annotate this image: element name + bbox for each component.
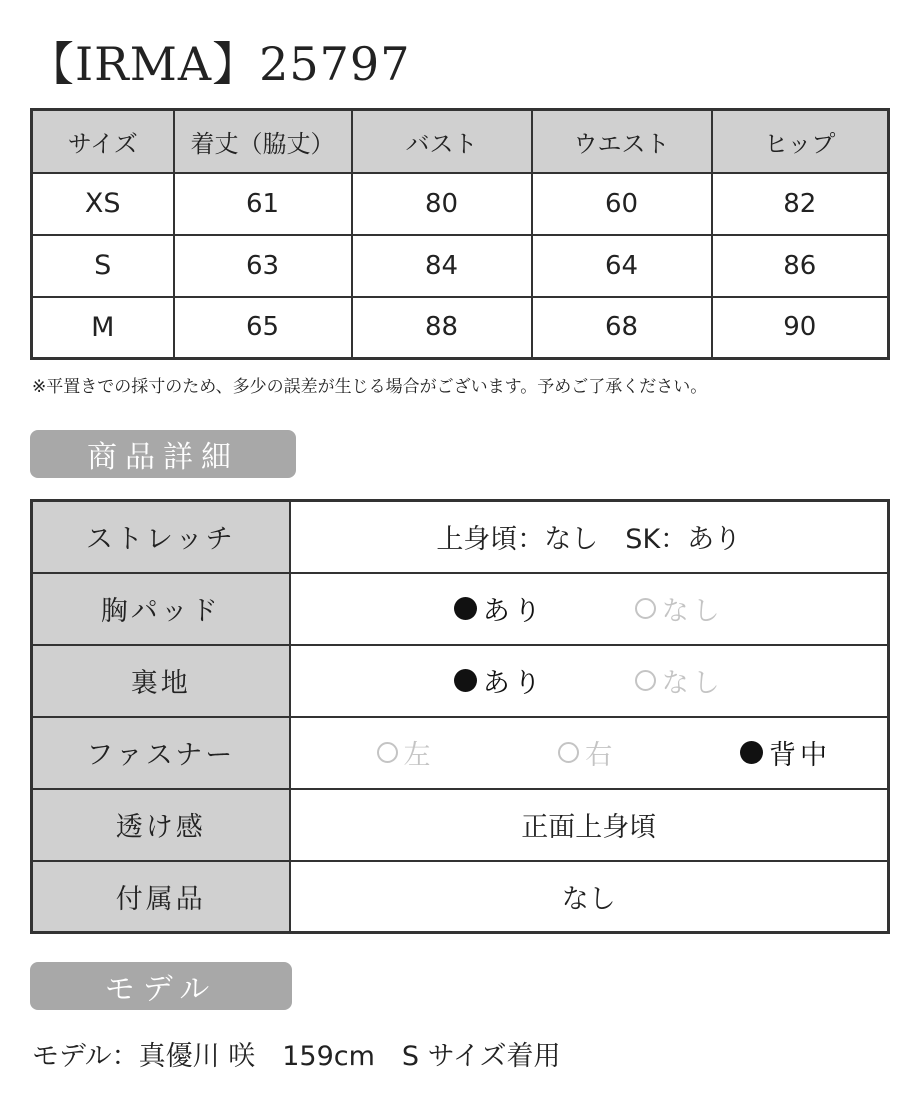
table-row [32, 173, 889, 235]
table-row [32, 297, 889, 359]
pad-label: 胸パッド [32, 573, 290, 645]
model-label: モデル [30, 962, 292, 1010]
size-cell: S [32, 235, 174, 297]
length-cell: 61 [174, 173, 352, 235]
stretch-value: 上身頃：なし SK：あり [290, 501, 889, 573]
length-cell: 63 [174, 235, 352, 297]
empty-circle-icon [377, 742, 398, 763]
pad-options [290, 573, 889, 645]
measurement-note: ※平置きでの採寸のため、多少の誤差が生じる場合がございます。予めご了承ください。 [32, 377, 708, 397]
size-table [30, 108, 890, 360]
accessories-label: 付属品 [32, 861, 290, 933]
lining-label: 裏地 [32, 645, 290, 717]
lining-option-yes [454, 661, 545, 700]
detail-row-accessories [32, 861, 889, 933]
header-waist: ウエスト [532, 110, 712, 173]
detail-row-sheer [32, 789, 889, 861]
detail-row-lining [32, 645, 889, 717]
filled-circle-icon [740, 741, 763, 764]
lining-options [290, 645, 889, 717]
option-text: 背中 [769, 740, 831, 771]
option-text: 左 [403, 740, 435, 771]
detail-row-pad [32, 573, 889, 645]
size-table-header-row [32, 110, 889, 173]
size-cell: XS [32, 173, 174, 235]
header-size: サイズ [32, 110, 174, 173]
fastener-option-back [740, 733, 831, 772]
bust-cell: 88 [352, 297, 532, 359]
sheer-label: 透け感 [32, 789, 290, 861]
fastener-option-right [558, 733, 616, 772]
sheer-value: 正面上身頃 [290, 789, 889, 861]
empty-circle-icon [635, 670, 656, 691]
detail-row-stretch [32, 501, 889, 573]
hip-cell: 82 [712, 173, 889, 235]
waist-cell: 64 [532, 235, 712, 297]
filled-circle-icon [454, 597, 477, 620]
header-bust: バスト [352, 110, 532, 173]
waist-cell: 68 [532, 297, 712, 359]
size-cell: M [32, 297, 174, 359]
model-info: モデル：真優川 咲 159cm S サイズ着用 [32, 1041, 561, 1072]
fastener-options [290, 717, 889, 789]
pad-option-no [635, 589, 724, 628]
header-length: 着丈（脇丈） [174, 110, 352, 173]
waist-cell: 60 [532, 173, 712, 235]
page-title: 【IRMA】25797 [28, 37, 411, 91]
option-text: なし [661, 596, 724, 627]
table-row [32, 235, 889, 297]
fastener-option-left [377, 733, 435, 772]
pad-option-yes [454, 589, 545, 628]
accessories-value: なし [290, 861, 889, 933]
empty-circle-icon [635, 598, 656, 619]
stretch-label: ストレッチ [32, 501, 290, 573]
product-details-label: 商品詳細 [30, 430, 296, 478]
bust-cell: 80 [352, 173, 532, 235]
option-text: 右 [585, 740, 617, 771]
length-cell: 65 [174, 297, 352, 359]
hip-cell: 86 [712, 235, 889, 297]
filled-circle-icon [454, 669, 477, 692]
header-hip: ヒップ [712, 110, 889, 173]
lining-option-no [635, 661, 724, 700]
empty-circle-icon [558, 742, 579, 763]
bust-cell: 84 [352, 235, 532, 297]
product-details-table [30, 499, 890, 934]
option-text: なし [661, 668, 724, 699]
option-text: あり [482, 596, 545, 627]
fastener-label: ファスナー [32, 717, 290, 789]
detail-row-fastener [32, 717, 889, 789]
hip-cell: 90 [712, 297, 889, 359]
option-text: あり [482, 668, 545, 699]
